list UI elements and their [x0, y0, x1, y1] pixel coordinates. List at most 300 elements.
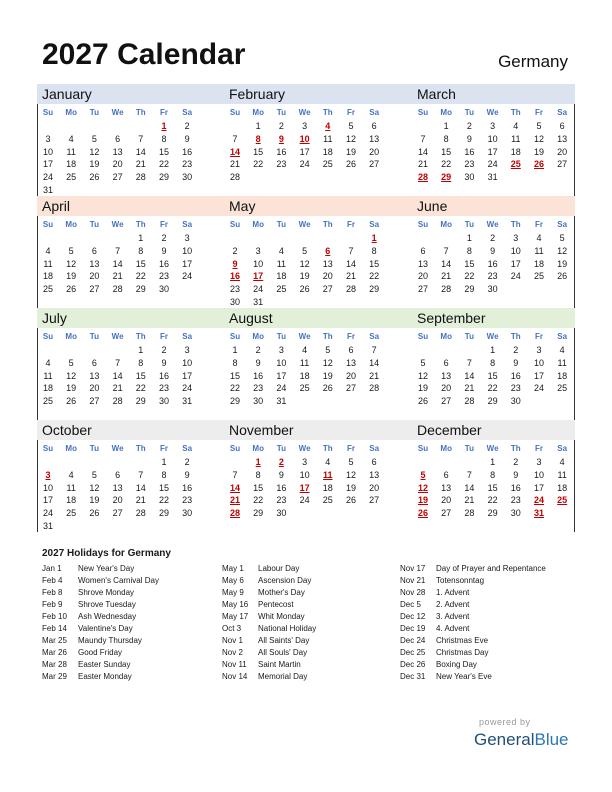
calendar-date[interactable]: 17 — [510, 258, 521, 269]
calendar-date[interactable]: 19 — [345, 482, 356, 493]
holiday-date[interactable]: 26 — [417, 508, 428, 519]
calendar-date[interactable]: 17 — [182, 258, 193, 269]
calendar-date[interactable]: 3 — [536, 457, 542, 467]
calendar-date[interactable]: 17 — [182, 370, 193, 381]
calendar-date[interactable]: 27 — [441, 396, 452, 407]
calendar-date[interactable]: 7 — [232, 133, 238, 144]
calendar-date[interactable]: 14 — [369, 357, 380, 368]
calendar-date[interactable]: 17 — [487, 146, 498, 157]
calendar-date[interactable]: 27 — [345, 383, 356, 394]
calendar-date[interactable]: 8 — [232, 357, 238, 368]
calendar-date[interactable]: 2 — [184, 121, 190, 131]
calendar-date[interactable]: 20 — [417, 271, 428, 282]
calendar-date[interactable]: 4 — [278, 245, 284, 256]
calendar-date[interactable]: 14 — [345, 258, 356, 269]
calendar-date[interactable]: 29 — [135, 396, 146, 407]
calendar-date[interactable]: 22 — [135, 271, 146, 282]
calendar-date[interactable]: 27 — [112, 508, 123, 519]
calendar-date[interactable]: 16 — [158, 370, 169, 381]
calendar-date[interactable]: 2 — [255, 345, 261, 355]
holiday-date[interactable]: 31 — [533, 508, 544, 519]
calendar-date[interactable]: 9 — [466, 133, 472, 144]
calendar-date[interactable]: 10 — [510, 245, 521, 256]
calendar-date[interactable]: 7 — [348, 245, 354, 256]
calendar-date[interactable]: 7 — [138, 133, 144, 144]
calendar-date[interactable]: 26 — [345, 159, 356, 170]
calendar-date[interactable]: 19 — [66, 271, 77, 282]
calendar-date[interactable]: 22 — [158, 159, 169, 170]
calendar-date[interactable]: 29 — [487, 396, 498, 407]
calendar-date[interactable]: 5 — [68, 245, 74, 256]
calendar-date[interactable]: 21 — [369, 370, 380, 381]
calendar-date[interactable]: 17 — [533, 482, 544, 493]
calendar-date[interactable]: 29 — [487, 508, 498, 519]
calendar-date[interactable]: 19 — [417, 383, 428, 394]
calendar-date[interactable]: 9 — [161, 245, 167, 256]
calendar-date[interactable]: 23 — [158, 271, 169, 282]
calendar-date[interactable]: 6 — [91, 357, 97, 368]
calendar-date[interactable]: 18 — [42, 383, 53, 394]
calendar-date[interactable]: 6 — [443, 357, 449, 368]
calendar-date[interactable]: 16 — [158, 258, 169, 269]
holiday-date[interactable]: 6 — [325, 245, 331, 256]
calendar-date[interactable]: 30 — [464, 172, 475, 183]
calendar-date[interactable]: 7 — [232, 469, 238, 480]
calendar-date[interactable]: 28 — [345, 284, 356, 295]
calendar-date[interactable]: 12 — [345, 469, 356, 480]
calendar-date[interactable]: 7 — [138, 469, 144, 480]
calendar-date[interactable]: 19 — [533, 146, 544, 157]
calendar-date[interactable]: 28 — [369, 383, 380, 394]
calendar-date[interactable]: 9 — [184, 133, 190, 144]
calendar-date[interactable]: 11 — [557, 357, 567, 368]
calendar-date[interactable]: 28 — [441, 284, 452, 295]
calendar-date[interactable]: 25 — [42, 396, 53, 407]
brand-logo[interactable] — [474, 730, 569, 750]
holiday-date[interactable]: 9 — [278, 133, 284, 144]
calendar-date[interactable]: 8 — [490, 469, 496, 480]
calendar-date[interactable]: 27 — [89, 396, 100, 407]
calendar-date[interactable]: 8 — [138, 357, 144, 368]
calendar-date[interactable]: 23 — [182, 495, 193, 506]
calendar-date[interactable]: 4 — [559, 457, 565, 467]
holiday-date[interactable]: 10 — [299, 133, 310, 144]
calendar-date[interactable]: 16 — [510, 370, 521, 381]
calendar-date[interactable]: 12 — [89, 146, 100, 157]
calendar-date[interactable]: 17 — [42, 495, 53, 506]
calendar-date[interactable]: 4 — [302, 345, 308, 355]
calendar-date[interactable]: 25 — [557, 383, 568, 394]
calendar-date[interactable]: 21 — [464, 495, 475, 506]
calendar-date[interactable]: 8 — [490, 357, 496, 368]
calendar-date[interactable]: 13 — [441, 482, 452, 493]
calendar-date[interactable]: 15 — [135, 370, 146, 381]
calendar-date[interactable]: 20 — [441, 383, 452, 394]
calendar-date[interactable]: 28 — [135, 508, 146, 519]
calendar-date[interactable]: 8 — [443, 133, 449, 144]
holiday-date[interactable]: 8 — [255, 133, 261, 144]
calendar-date[interactable]: 15 — [487, 482, 498, 493]
calendar-date[interactable]: 2 — [161, 233, 167, 243]
calendar-date[interactable]: 16 — [182, 482, 193, 493]
calendar-date[interactable]: 22 — [369, 271, 380, 282]
calendar-date[interactable]: 7 — [443, 245, 449, 256]
calendar-date[interactable]: 4 — [325, 457, 331, 467]
calendar-date[interactable]: 21 — [112, 383, 123, 394]
calendar-date[interactable]: 12 — [66, 370, 77, 381]
calendar-date[interactable]: 6 — [371, 457, 377, 467]
holiday-date[interactable]: 3 — [45, 469, 51, 480]
calendar-date[interactable]: 25 — [66, 508, 77, 519]
calendar-date[interactable]: 20 — [369, 146, 380, 157]
calendar-date[interactable]: 22 — [253, 495, 264, 506]
calendar-date[interactable]: 23 — [510, 495, 521, 506]
calendar-date[interactable]: 21 — [135, 159, 146, 170]
calendar-date[interactable]: 12 — [345, 133, 356, 144]
calendar-date[interactable]: 13 — [345, 357, 356, 368]
calendar-date[interactable]: 13 — [112, 482, 123, 493]
calendar-date[interactable]: 6 — [559, 121, 565, 131]
holiday-date[interactable]: 24 — [533, 495, 544, 506]
calendar-date[interactable]: 22 — [464, 271, 475, 282]
calendar-date[interactable]: 5 — [559, 233, 565, 243]
calendar-date[interactable]: 18 — [533, 258, 544, 269]
calendar-date[interactable]: 31 — [487, 172, 498, 183]
calendar-date[interactable]: 21 — [345, 271, 356, 282]
calendar-date[interactable]: 21 — [464, 383, 475, 394]
calendar-date[interactable]: 20 — [89, 271, 100, 282]
calendar-date[interactable]: 2 — [232, 245, 238, 256]
calendar-date[interactable]: 7 — [466, 469, 472, 480]
calendar-date[interactable]: 20 — [322, 271, 333, 282]
calendar-date[interactable]: 23 — [487, 271, 498, 282]
calendar-date[interactable]: 10 — [42, 482, 53, 493]
calendar-date[interactable]: 4 — [68, 133, 74, 144]
calendar-date[interactable]: 15 — [158, 146, 169, 157]
calendar-date[interactable]: 25 — [322, 159, 333, 170]
calendar-date[interactable]: 2 — [513, 345, 519, 355]
calendar-date[interactable]: 16 — [510, 482, 521, 493]
calendar-date[interactable]: 16 — [253, 370, 264, 381]
calendar-date[interactable]: 28 — [135, 172, 146, 183]
calendar-date[interactable]: 23 — [464, 159, 475, 170]
calendar-date[interactable]: 14 — [135, 482, 146, 493]
calendar-date[interactable]: 29 — [158, 172, 169, 183]
calendar-date[interactable]: 14 — [112, 370, 123, 381]
calendar-date[interactable]: 26 — [66, 396, 77, 407]
calendar-date[interactable]: 19 — [345, 146, 356, 157]
holiday-date[interactable]: 28 — [229, 508, 240, 519]
calendar-date[interactable]: 19 — [89, 159, 100, 170]
holiday-date[interactable]: 2 — [278, 457, 284, 467]
calendar-date[interactable]: 16 — [276, 146, 287, 157]
calendar-date[interactable]: 1 — [490, 345, 496, 355]
calendar-date[interactable]: 31 — [42, 185, 53, 195]
calendar-date[interactable]: 31 — [42, 521, 53, 531]
holiday-date[interactable]: 14 — [229, 482, 240, 493]
calendar-date[interactable]: 11 — [299, 357, 310, 368]
calendar-date[interactable]: 16 — [276, 482, 287, 493]
calendar-date[interactable]: 27 — [322, 284, 333, 295]
calendar-date[interactable]: 9 — [184, 469, 190, 480]
holiday-date[interactable]: 5 — [420, 469, 426, 480]
calendar-date[interactable]: 23 — [276, 495, 287, 506]
calendar-date[interactable]: 6 — [348, 345, 354, 355]
calendar-date[interactable]: 5 — [325, 345, 331, 355]
calendar-date[interactable]: 13 — [89, 370, 100, 381]
calendar-date[interactable]: 19 — [322, 370, 333, 381]
calendar-date[interactable]: 11 — [43, 258, 53, 269]
calendar-date[interactable]: 4 — [536, 233, 542, 243]
calendar-date[interactable]: 14 — [417, 146, 428, 157]
calendar-date[interactable]: 1 — [232, 345, 238, 355]
calendar-date[interactable]: 11 — [511, 133, 521, 144]
calendar-date[interactable]: 10 — [276, 357, 287, 368]
calendar-date[interactable]: 24 — [299, 159, 310, 170]
calendar-date[interactable]: 18 — [557, 370, 568, 381]
calendar-date[interactable]: 22 — [487, 383, 498, 394]
calendar-date[interactable]: 30 — [158, 396, 169, 407]
calendar-date[interactable]: 24 — [299, 495, 310, 506]
calendar-date[interactable]: 7 — [420, 133, 426, 144]
calendar-date[interactable]: 30 — [182, 172, 193, 183]
calendar-date[interactable]: 31 — [182, 396, 193, 407]
calendar-date[interactable]: 11 — [43, 370, 53, 381]
calendar-date[interactable]: 13 — [89, 258, 100, 269]
calendar-date[interactable]: 16 — [464, 146, 475, 157]
holiday-date[interactable]: 16 — [229, 271, 240, 282]
calendar-date[interactable]: 30 — [182, 508, 193, 519]
calendar-date[interactable]: 10 — [253, 258, 264, 269]
calendar-date[interactable]: 11 — [66, 146, 76, 157]
calendar-date[interactable]: 9 — [513, 357, 519, 368]
calendar-date[interactable]: 26 — [557, 271, 568, 282]
calendar-date[interactable]: 18 — [322, 482, 333, 493]
calendar-date[interactable]: 10 — [533, 357, 544, 368]
calendar-date[interactable]: 24 — [487, 159, 498, 170]
calendar-date[interactable]: 1 — [161, 457, 167, 467]
calendar-date[interactable]: 15 — [229, 370, 240, 381]
calendar-date[interactable]: 31 — [253, 297, 264, 307]
calendar-date[interactable]: 6 — [443, 469, 449, 480]
calendar-date[interactable]: 4 — [559, 345, 565, 355]
calendar-date[interactable]: 11 — [66, 482, 76, 493]
calendar-date[interactable]: 18 — [42, 271, 53, 282]
calendar-date[interactable]: 20 — [112, 159, 123, 170]
calendar-date[interactable]: 3 — [302, 457, 308, 467]
calendar-date[interactable]: 20 — [369, 482, 380, 493]
calendar-date[interactable]: 5 — [91, 469, 97, 480]
calendar-date[interactable]: 22 — [441, 159, 452, 170]
calendar-date[interactable]: 27 — [441, 508, 452, 519]
calendar-date[interactable]: 14 — [441, 258, 452, 269]
calendar-date[interactable]: 20 — [345, 370, 356, 381]
calendar-date[interactable]: 13 — [369, 133, 380, 144]
calendar-date[interactable]: 24 — [510, 271, 521, 282]
calendar-date[interactable]: 25 — [66, 172, 77, 183]
calendar-date[interactable]: 3 — [184, 345, 190, 355]
holiday-date[interactable]: 21 — [229, 495, 240, 506]
calendar-date[interactable]: 29 — [158, 508, 169, 519]
calendar-date[interactable]: 28 — [464, 508, 475, 519]
calendar-date[interactable]: 14 — [464, 370, 475, 381]
calendar-date[interactable]: 28 — [112, 396, 123, 407]
calendar-date[interactable]: 24 — [253, 284, 264, 295]
calendar-date[interactable]: 8 — [161, 133, 167, 144]
calendar-date[interactable]: 7 — [115, 357, 121, 368]
calendar-date[interactable]: 18 — [322, 146, 333, 157]
calendar-date[interactable]: 24 — [182, 271, 193, 282]
holiday-date[interactable]: 4 — [325, 121, 331, 131]
calendar-date[interactable]: 13 — [369, 469, 380, 480]
calendar-date[interactable]: 8 — [371, 245, 377, 256]
calendar-date[interactable]: 1 — [443, 121, 449, 131]
calendar-date[interactable]: 13 — [417, 258, 428, 269]
calendar-date[interactable]: 25 — [299, 383, 310, 394]
calendar-date[interactable]: 12 — [66, 258, 77, 269]
calendar-date[interactable]: 7 — [466, 357, 472, 368]
calendar-date[interactable]: 17 — [533, 370, 544, 381]
calendar-date[interactable]: 26 — [89, 508, 100, 519]
calendar-date[interactable]: 3 — [536, 345, 542, 355]
calendar-date[interactable]: 27 — [369, 495, 380, 506]
calendar-date[interactable]: 25 — [322, 495, 333, 506]
calendar-date[interactable]: 24 — [533, 383, 544, 394]
calendar-date[interactable]: 10 — [182, 245, 193, 256]
calendar-date[interactable]: 3 — [255, 245, 261, 256]
calendar-date[interactable]: 14 — [135, 146, 146, 157]
calendar-date[interactable]: 23 — [229, 284, 240, 295]
calendar-date[interactable]: 17 — [42, 159, 53, 170]
calendar-date[interactable]: 2 — [466, 121, 472, 131]
calendar-date[interactable]: 6 — [115, 133, 121, 144]
calendar-date[interactable]: 11 — [323, 133, 333, 144]
calendar-date[interactable]: 16 — [487, 258, 498, 269]
calendar-date[interactable]: 29 — [464, 284, 475, 295]
calendar-date[interactable]: 8 — [466, 245, 472, 256]
calendar-date[interactable]: 14 — [464, 482, 475, 493]
calendar-date[interactable]: 7 — [371, 345, 377, 355]
holiday-date[interactable]: 1 — [161, 121, 167, 131]
calendar-date[interactable]: 2 — [278, 121, 284, 131]
calendar-date[interactable]: 5 — [348, 457, 354, 467]
calendar-date[interactable]: 22 — [487, 495, 498, 506]
calendar-date[interactable]: 12 — [299, 258, 310, 269]
calendar-date[interactable]: 26 — [299, 284, 310, 295]
calendar-date[interactable]: 29 — [253, 508, 264, 519]
calendar-date[interactable]: 4 — [45, 357, 51, 368]
calendar-date[interactable]: 24 — [42, 508, 53, 519]
calendar-date[interactable]: 19 — [66, 383, 77, 394]
calendar-date[interactable]: 30 — [253, 396, 264, 407]
calendar-date[interactable]: 6 — [420, 245, 426, 256]
calendar-date[interactable]: 7 — [115, 245, 121, 256]
calendar-date[interactable]: 19 — [89, 495, 100, 506]
calendar-date[interactable]: 29 — [369, 284, 380, 295]
calendar-date[interactable]: 18 — [276, 271, 287, 282]
calendar-date[interactable]: 27 — [112, 172, 123, 183]
calendar-date[interactable]: 21 — [417, 159, 428, 170]
calendar-date[interactable]: 1 — [138, 345, 144, 355]
calendar-date[interactable]: 11 — [276, 258, 287, 269]
calendar-date[interactable]: 26 — [66, 284, 77, 295]
calendar-date[interactable]: 1 — [255, 121, 261, 131]
calendar-date[interactable]: 1 — [138, 233, 144, 243]
calendar-date[interactable]: 6 — [115, 469, 121, 480]
holiday-date[interactable]: 29 — [441, 172, 452, 183]
calendar-date[interactable]: 13 — [441, 370, 452, 381]
calendar-date[interactable]: 23 — [276, 159, 287, 170]
calendar-date[interactable]: 10 — [533, 469, 544, 480]
calendar-date[interactable]: 4 — [68, 469, 74, 480]
holiday-date[interactable]: 28 — [417, 172, 428, 183]
calendar-date[interactable]: 24 — [42, 172, 53, 183]
calendar-date[interactable]: 12 — [322, 357, 333, 368]
calendar-date[interactable]: 5 — [536, 121, 542, 131]
calendar-date[interactable]: 10 — [182, 357, 193, 368]
calendar-date[interactable]: 9 — [161, 357, 167, 368]
calendar-date[interactable]: 14 — [112, 258, 123, 269]
calendar-date[interactable]: 25 — [276, 284, 287, 295]
calendar-date[interactable]: 3 — [490, 121, 496, 131]
calendar-date[interactable]: 28 — [229, 172, 240, 183]
calendar-date[interactable]: 20 — [89, 383, 100, 394]
calendar-date[interactable]: 21 — [229, 159, 240, 170]
calendar-date[interactable]: 15 — [253, 146, 264, 157]
holiday-date[interactable]: 1 — [371, 233, 377, 243]
calendar-date[interactable]: 10 — [42, 146, 53, 157]
calendar-date[interactable]: 5 — [302, 245, 308, 256]
calendar-date[interactable]: 30 — [487, 284, 498, 295]
calendar-date[interactable]: 17 — [276, 370, 287, 381]
calendar-date[interactable]: 23 — [158, 383, 169, 394]
calendar-date[interactable]: 3 — [184, 233, 190, 243]
calendar-date[interactable]: 27 — [557, 159, 568, 170]
calendar-date[interactable]: 12 — [557, 245, 568, 256]
calendar-date[interactable]: 6 — [91, 245, 97, 256]
calendar-date[interactable]: 15 — [135, 258, 146, 269]
calendar-date[interactable]: 15 — [253, 482, 264, 493]
holiday-date[interactable]: 14 — [229, 146, 240, 157]
calendar-date[interactable]: 27 — [369, 159, 380, 170]
holiday-date[interactable]: 25 — [510, 159, 521, 170]
calendar-date[interactable]: 2 — [490, 233, 496, 243]
holiday-date[interactable]: 11 — [323, 469, 333, 480]
calendar-date[interactable]: 28 — [464, 396, 475, 407]
calendar-date[interactable]: 15 — [464, 258, 475, 269]
calendar-date[interactable]: 29 — [135, 284, 146, 295]
calendar-date[interactable]: 15 — [158, 482, 169, 493]
calendar-date[interactable]: 27 — [89, 284, 100, 295]
calendar-date[interactable]: 25 — [42, 284, 53, 295]
calendar-date[interactable]: 25 — [533, 271, 544, 282]
calendar-date[interactable]: 30 — [276, 508, 287, 519]
calendar-date[interactable]: 5 — [68, 357, 74, 368]
calendar-date[interactable]: 21 — [112, 271, 123, 282]
calendar-date[interactable]: 18 — [299, 370, 310, 381]
calendar-date[interactable]: 26 — [89, 172, 100, 183]
calendar-date[interactable]: 13 — [557, 133, 568, 144]
calendar-date[interactable]: 30 — [158, 284, 169, 295]
calendar-date[interactable]: 12 — [89, 482, 100, 493]
calendar-date[interactable]: 3 — [45, 133, 51, 144]
calendar-date[interactable]: 20 — [112, 495, 123, 506]
calendar-date[interactable]: 22 — [158, 495, 169, 506]
calendar-date[interactable]: 20 — [441, 495, 452, 506]
calendar-date[interactable]: 12 — [417, 370, 428, 381]
holiday-date[interactable]: 17 — [253, 271, 264, 282]
calendar-date[interactable]: 3 — [278, 345, 284, 355]
